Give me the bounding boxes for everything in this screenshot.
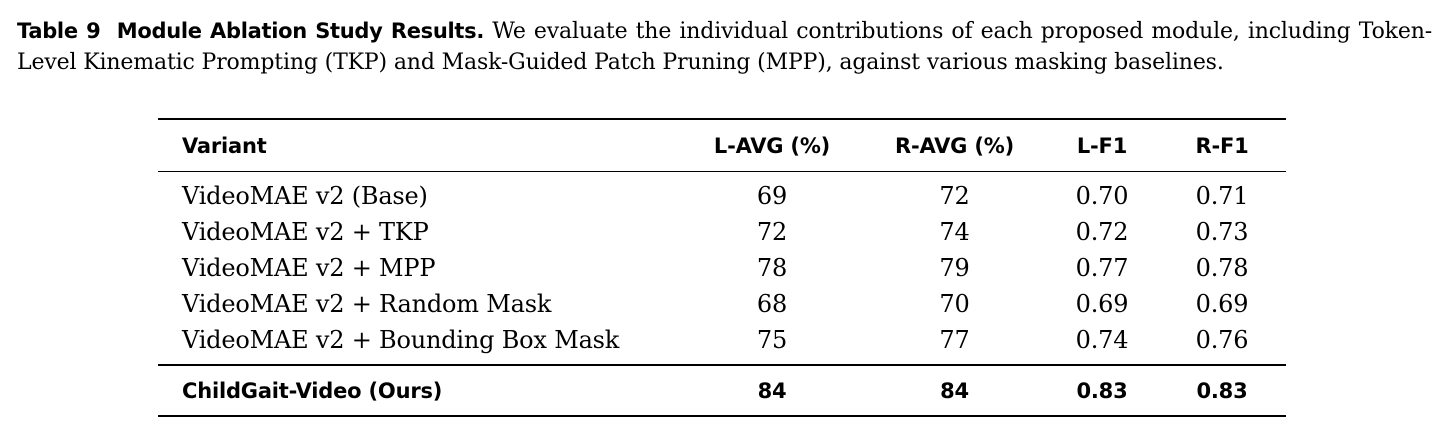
r-f1-cell: 0.71 <box>1195 182 1249 210</box>
r-avg-cell: 72 <box>939 182 970 210</box>
header-l-avg: L-AVG (%) <box>713 133 831 158</box>
l-f1-cell: 0.77 <box>1075 254 1129 282</box>
variant-cell: VideoMAE v2 + TKP <box>182 218 429 246</box>
l-avg-cell: 78 <box>756 254 788 282</box>
header-r-avg: R-AVG (%) <box>895 133 1014 158</box>
variant-cell: VideoMAE v2 (Base) <box>182 182 428 210</box>
r-avg-cell: 77 <box>939 326 970 354</box>
header-l-f1: L-F1 <box>1076 133 1128 158</box>
r-f1-cell: 0.76 <box>1195 326 1249 354</box>
r-f1-cell: 0.83 <box>1196 378 1248 403</box>
r-avg-cell: 79 <box>939 254 970 282</box>
r-avg-cell: 74 <box>939 218 970 246</box>
r-f1-cell: 0.73 <box>1195 218 1249 246</box>
header-r-f1: R-F1 <box>1195 133 1249 158</box>
l-avg-cell: 75 <box>756 326 788 354</box>
l-f1-cell: 0.72 <box>1075 218 1129 246</box>
table-row <box>158 214 1286 250</box>
r-avg-cell: 84 <box>940 378 969 403</box>
table-row <box>158 286 1286 322</box>
r-f1-cell: 0.78 <box>1195 254 1249 282</box>
variant-cell: ChildGait-Video (Ours) <box>182 378 443 403</box>
table-row <box>158 172 1286 215</box>
r-avg-cell: 70 <box>939 290 970 318</box>
l-f1-cell: 0.70 <box>1075 182 1129 210</box>
table-header-row <box>158 119 1286 172</box>
table-row <box>158 322 1286 365</box>
table-row-ours <box>158 365 1286 416</box>
l-avg-cell: 69 <box>756 182 788 210</box>
variant-cell: VideoMAE v2 + Bounding Box Mask <box>182 326 620 354</box>
ablation-results-table <box>158 118 1286 417</box>
variant-cell: VideoMAE v2 + Random Mask <box>182 290 552 318</box>
l-f1-cell: 0.74 <box>1075 326 1129 354</box>
r-f1-cell: 0.69 <box>1195 290 1249 318</box>
table-title: Module Ablation Study Results. <box>116 19 485 43</box>
l-f1-cell: 0.83 <box>1076 378 1128 403</box>
variant-cell: VideoMAE v2 + MPP <box>182 254 436 282</box>
caption-text: We evaluate the individual contributions of each proposed module, including Token-Level Kinematic Prompting (TKP) and Mask-Guided Patch Pruning (MPP), against various masking baselines. <box>17 19 1433 75</box>
table-caption <box>17 16 1432 78</box>
l-f1-cell: 0.69 <box>1075 290 1129 318</box>
l-avg-cell: 72 <box>756 218 788 246</box>
l-avg-cell: 84 <box>757 378 787 403</box>
table-row <box>158 250 1286 286</box>
header-variant: Variant <box>182 133 267 158</box>
l-avg-cell: 68 <box>756 290 788 318</box>
table-label: Table 9 <box>17 19 101 43</box>
